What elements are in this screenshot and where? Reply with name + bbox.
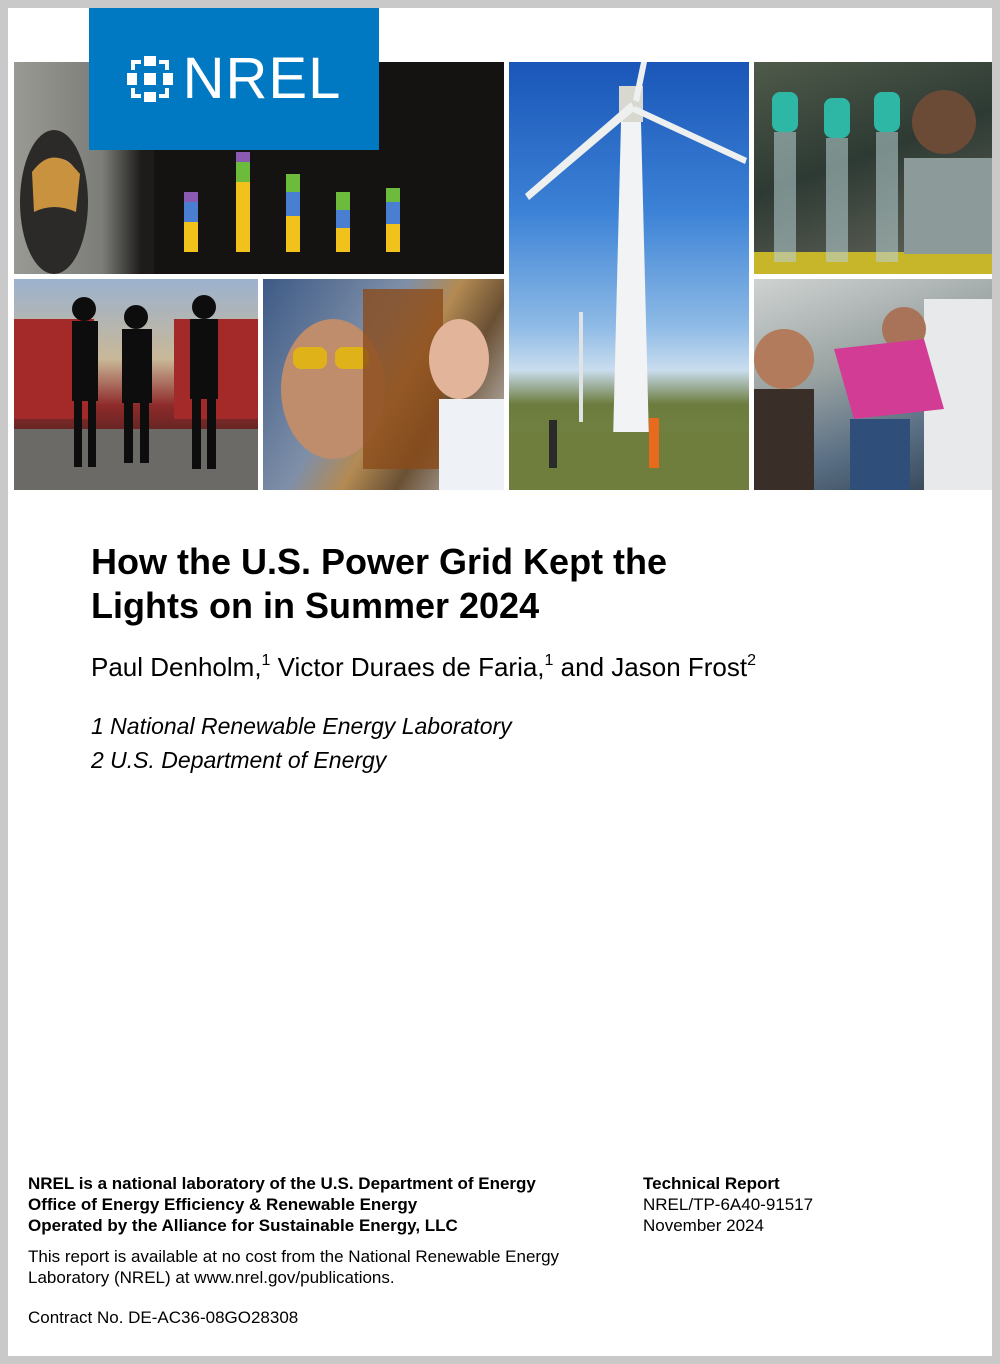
photo-lab-equipment — [754, 279, 992, 490]
author-list — [91, 650, 971, 684]
lab-statement-line: Office of Energy Efficiency & Renewable Energy — [28, 1195, 418, 1214]
nrel-logo — [89, 8, 379, 150]
photo-lab-scientist — [754, 62, 992, 274]
author-affiliation-marker: 1 — [261, 652, 271, 669]
photo-solar-selfie — [263, 279, 504, 490]
report-info — [643, 1173, 983, 1236]
author-affiliation-marker: 2 — [747, 652, 757, 669]
report-title — [91, 540, 911, 628]
author-name: Victor Duraes de Faria, — [270, 652, 545, 682]
photo-people-cars — [14, 279, 258, 490]
lab-statement — [28, 1173, 628, 1236]
photo-wind-turbine — [509, 62, 749, 490]
report-cover — [8, 8, 992, 1356]
report-number: NREL/TP-6A40-91517 — [643, 1195, 814, 1214]
affiliation-1: 1 National Renewable Energy Laboratory — [91, 713, 512, 739]
report-type: Technical Report — [643, 1174, 780, 1193]
lab-statement-line: Operated by the Alliance for Sustainable Energy, LLC — [28, 1216, 458, 1235]
lab-statement-line: NREL is a national laboratory of the U.S. Department of Energy — [28, 1174, 536, 1193]
title-line-2: Lights on in Summer 2024 — [91, 585, 540, 626]
nrel-sun-icon — [127, 56, 173, 102]
author-affiliation-marker: 1 — [544, 652, 554, 669]
availability-line: Laboratory (NREL) at www.nrel.gov/publications. — [28, 1268, 395, 1287]
title-line-1: How the U.S. Power Grid Kept the — [91, 541, 668, 582]
nrel-wordmark: NREL — [182, 46, 342, 111]
report-date: November 2024 — [643, 1216, 764, 1235]
author-name: and Jason Frost — [553, 652, 748, 682]
affiliation-2: 2 U.S. Department of Energy — [91, 747, 387, 773]
author-name: Paul Denholm, — [91, 652, 262, 682]
contract-number: Contract No. DE-AC36-08GO28308 — [28, 1308, 299, 1327]
availability-notice — [28, 1246, 628, 1288]
availability-line: This report is available at no cost from the National Renewable Energy — [28, 1247, 560, 1266]
